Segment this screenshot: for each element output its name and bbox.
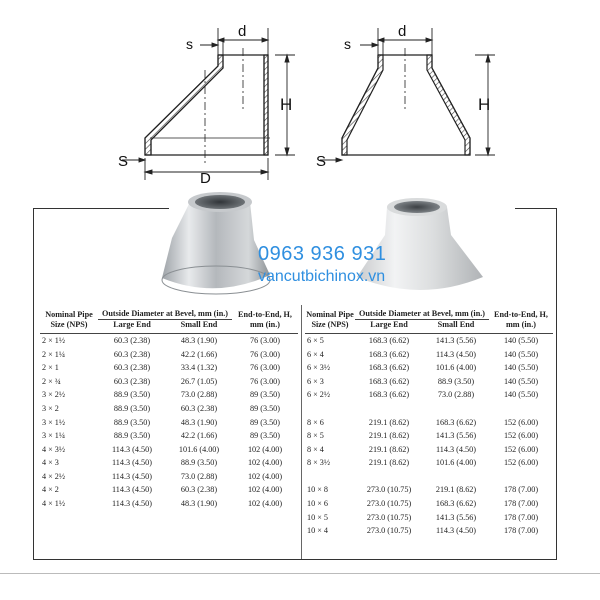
cell-large-end: 219.1 (8.62) xyxy=(368,458,410,468)
cell-end-to-end: 102 (4.00) xyxy=(247,471,283,481)
table-row xyxy=(305,510,553,524)
cell-small-end: 73.0 (2.88) xyxy=(437,390,475,400)
label-d-right: d xyxy=(398,23,407,40)
table-row xyxy=(305,361,553,375)
frame-top-right xyxy=(515,208,557,209)
cell-large-end: 60.3 (2.38) xyxy=(113,376,151,386)
label-S-bottom-left: S xyxy=(118,153,129,170)
cell-large-end: 219.1 (8.62) xyxy=(368,444,410,454)
cell-large-end: 273.0 (10.75) xyxy=(366,485,412,495)
frame-top-left xyxy=(33,208,169,209)
label-D-left: D xyxy=(200,170,211,187)
cell-nps: 6 × 5 xyxy=(307,335,324,345)
spec-table-left xyxy=(40,309,298,510)
cell-nps: 4 × 3 xyxy=(42,458,59,468)
cell-nps: 8 × 6 xyxy=(307,417,324,427)
cell-end-to-end: 76 (3.00) xyxy=(249,335,280,345)
cell-large-end: 168.3 (6.62) xyxy=(368,349,410,359)
cell-nps: 2 × ¾ xyxy=(42,376,61,386)
cell-small-end: 168.3 (6.62) xyxy=(435,417,477,427)
cell-small-end: 48.3 (1.90) xyxy=(180,499,218,509)
cell-end-to-end: 102 (4.00) xyxy=(247,458,283,468)
table-row xyxy=(40,388,298,402)
frame-divider-vertical xyxy=(301,305,302,559)
cell-nps: 2 × 1½ xyxy=(42,335,66,345)
cell-nps: 6 × 2½ xyxy=(307,390,331,400)
cell-small-end: 141.3 (5.56) xyxy=(435,512,477,522)
cell-nps: 8 × 3½ xyxy=(307,458,331,468)
header-large-left: Large End xyxy=(113,319,151,329)
table-row xyxy=(40,456,298,470)
cell-end-to-end: 140 (5.50) xyxy=(503,390,539,400)
cell-large-end: 273.0 (10.75) xyxy=(366,499,412,509)
frame-right xyxy=(556,208,557,560)
cell-end-to-end: 152 (6.00) xyxy=(503,417,539,427)
header-od-group-left: Outside Diameter at Bevel, mm (in.) xyxy=(98,309,232,319)
table-row xyxy=(40,497,298,511)
cell-large-end: 114.3 (4.50) xyxy=(112,485,152,495)
cell-end-to-end: 178 (7.00) xyxy=(503,512,539,522)
table-row xyxy=(40,361,298,375)
cell-end-to-end: 89 (3.50) xyxy=(249,417,280,427)
table-row xyxy=(305,429,553,443)
page-bottom-divider xyxy=(0,573,600,574)
frame-left xyxy=(33,208,34,560)
label-H-right: H xyxy=(478,95,491,114)
table-row xyxy=(305,456,553,470)
cell-small-end: 42.2 (1.66) xyxy=(180,431,218,441)
table-row xyxy=(305,347,553,361)
table-row xyxy=(40,402,298,416)
cell-large-end: 88.9 (3.50) xyxy=(113,403,151,413)
header-nps-left: Nominal Pipe Size (NPS) xyxy=(45,310,93,329)
cell-large-end: 88.9 (3.50) xyxy=(113,417,151,427)
cell-end-to-end: 178 (7.00) xyxy=(503,499,539,509)
cell-end-to-end: 140 (5.50) xyxy=(503,376,539,386)
table-row xyxy=(305,415,553,429)
cell-large-end: 60.3 (2.38) xyxy=(113,363,151,373)
table-row xyxy=(305,333,553,347)
table-row xyxy=(40,429,298,443)
cell-large-end: 114.3 (4.50) xyxy=(112,458,152,468)
cell-large-end: 88.9 (3.50) xyxy=(113,390,151,400)
cell-nps: 4 × 2½ xyxy=(42,471,66,481)
cell-nps: 10 × 4 xyxy=(307,526,328,536)
reducer-dimension-drawing xyxy=(0,0,600,190)
cell-small-end: 114.3 (4.50) xyxy=(436,526,476,536)
cell-nps: 6 × 3 xyxy=(307,376,324,386)
cell-end-to-end: 152 (6.00) xyxy=(503,431,539,441)
table-row xyxy=(40,374,298,388)
cell-large-end: 60.3 (2.38) xyxy=(113,349,151,359)
cell-large-end: 88.9 (3.50) xyxy=(113,431,151,441)
cell-nps: 4 × 3½ xyxy=(42,444,66,454)
cell-large-end: 114.3 (4.50) xyxy=(112,444,152,454)
table-row xyxy=(40,347,298,361)
watermark-phone: 0963 936 931 xyxy=(258,243,387,265)
header-e2e-right: End-to-End, H, mm (in.) xyxy=(494,310,548,329)
cell-end-to-end: 89 (3.50) xyxy=(249,403,280,413)
cell-large-end: 168.3 (6.62) xyxy=(368,363,410,373)
cell-small-end: 60.3 (2.38) xyxy=(180,403,218,413)
spec-table-right xyxy=(305,309,553,538)
concentric-reducer-profile xyxy=(342,48,470,155)
cell-nps: 10 × 6 xyxy=(307,499,328,509)
cell-large-end: 114.3 (4.50) xyxy=(112,499,152,509)
header-small-left: Small End xyxy=(180,319,218,329)
cell-nps: 4 × 1½ xyxy=(42,499,66,509)
cell-nps: 8 × 5 xyxy=(307,431,324,441)
table-row xyxy=(40,415,298,429)
header-large-right: Large End xyxy=(370,319,408,329)
cell-large-end: 168.3 (6.62) xyxy=(368,390,410,400)
cell-small-end: 48.3 (1.90) xyxy=(180,417,218,427)
cell-nps: 10 × 8 xyxy=(307,485,328,495)
cell-nps: 3 × 1¼ xyxy=(42,431,66,441)
label-d-left: d xyxy=(238,23,247,40)
group-spacer xyxy=(305,402,553,416)
header-small-right: Small End xyxy=(437,319,475,329)
cell-end-to-end: 102 (4.00) xyxy=(247,444,283,454)
frame-bottom xyxy=(33,559,557,560)
cell-end-to-end: 76 (3.00) xyxy=(249,363,280,373)
cell-large-end: 168.3 (6.62) xyxy=(368,376,410,386)
cell-end-to-end: 178 (7.00) xyxy=(503,485,539,495)
table-row xyxy=(305,497,553,511)
table-row xyxy=(305,442,553,456)
cell-nps: 3 × 1½ xyxy=(42,417,66,427)
cell-large-end: 219.1 (8.62) xyxy=(368,431,410,441)
cell-small-end: 219.1 (8.62) xyxy=(435,485,477,495)
cell-end-to-end: 140 (5.50) xyxy=(503,349,539,359)
cell-end-to-end: 89 (3.50) xyxy=(249,390,280,400)
cell-small-end: 141.3 (5.56) xyxy=(435,335,477,345)
label-H-left: H xyxy=(280,95,293,114)
cell-large-end: 273.0 (10.75) xyxy=(366,512,412,522)
cell-end-to-end: 152 (6.00) xyxy=(503,444,539,454)
cell-end-to-end: 102 (4.00) xyxy=(247,485,283,495)
cell-large-end: 273.0 (10.75) xyxy=(366,526,412,536)
cell-nps: 3 × 2½ xyxy=(42,390,66,400)
cell-nps: 4 × 2 xyxy=(42,485,59,495)
table-row xyxy=(40,483,298,497)
cell-small-end: 101.6 (4.00) xyxy=(178,444,220,454)
cell-end-to-end: 76 (3.00) xyxy=(249,376,280,386)
cell-small-end: 101.6 (4.00) xyxy=(435,363,477,373)
cell-end-to-end: 140 (5.50) xyxy=(503,335,539,345)
cell-small-end: 88.9 (3.50) xyxy=(437,376,475,386)
cell-small-end: 168.3 (6.62) xyxy=(435,499,477,509)
cell-nps: 2 × 1¼ xyxy=(42,349,66,359)
cell-small-end: 141.3 (5.56) xyxy=(435,431,477,441)
cell-small-end: 73.0 (2.88) xyxy=(180,390,218,400)
cell-end-to-end: 178 (7.00) xyxy=(503,526,539,536)
cell-end-to-end: 102 (4.00) xyxy=(247,499,283,509)
table-row xyxy=(40,333,298,347)
cell-small-end: 60.3 (2.38) xyxy=(180,485,218,495)
cell-nps: 6 × 4 xyxy=(307,349,324,359)
cell-small-end: 42.2 (1.66) xyxy=(180,349,218,359)
table-row xyxy=(40,442,298,456)
cell-nps: 10 × 5 xyxy=(307,512,328,522)
header-od-group-right: Outside Diameter at Bevel, mm (in.) xyxy=(355,309,489,319)
table-row xyxy=(305,483,553,497)
cell-small-end: 114.3 (4.50) xyxy=(436,444,476,454)
cell-nps: 6 × 3½ xyxy=(307,363,331,373)
cell-nps: 2 × 1 xyxy=(42,363,59,373)
cell-end-to-end: 89 (3.50) xyxy=(249,431,280,441)
cell-small-end: 73.0 (2.88) xyxy=(180,471,218,481)
header-e2e-left: End-to-End, H, mm (in.) xyxy=(238,310,292,329)
cell-small-end: 114.3 (4.50) xyxy=(436,349,476,359)
table-row xyxy=(305,388,553,402)
table-row xyxy=(40,470,298,484)
cell-small-end: 48.3 (1.90) xyxy=(180,335,218,345)
group-spacer xyxy=(305,470,553,484)
watermark-site: vancutbichinox.vn xyxy=(258,268,386,285)
cell-large-end: 219.1 (8.62) xyxy=(368,417,410,427)
cell-end-to-end: 76 (3.00) xyxy=(249,349,280,359)
header-nps-right: Nominal Pipe Size (NPS) xyxy=(306,310,354,329)
eccentric-reducer-profile xyxy=(145,48,270,165)
cell-large-end: 60.3 (2.38) xyxy=(113,335,151,345)
cell-small-end: 33.4 (1.32) xyxy=(180,363,218,373)
cell-large-end: 114.3 (4.50) xyxy=(112,471,152,481)
cell-end-to-end: 152 (6.00) xyxy=(503,458,539,468)
label-s-top-left: s xyxy=(186,36,193,52)
cell-end-to-end: 140 (5.50) xyxy=(503,363,539,373)
label-s-top-right: s xyxy=(344,36,351,52)
label-S-bottom-right: S xyxy=(316,153,327,170)
cell-nps: 3 × 2 xyxy=(42,403,59,413)
cell-small-end: 26.7 (1.05) xyxy=(180,376,218,386)
cell-small-end: 88.9 (3.50) xyxy=(180,458,218,468)
cell-small-end: 101.6 (4.00) xyxy=(435,458,477,468)
table-row xyxy=(305,524,553,538)
cell-nps: 8 × 4 xyxy=(307,444,324,454)
cell-large-end: 168.3 (6.62) xyxy=(368,335,410,345)
table-row xyxy=(305,374,553,388)
